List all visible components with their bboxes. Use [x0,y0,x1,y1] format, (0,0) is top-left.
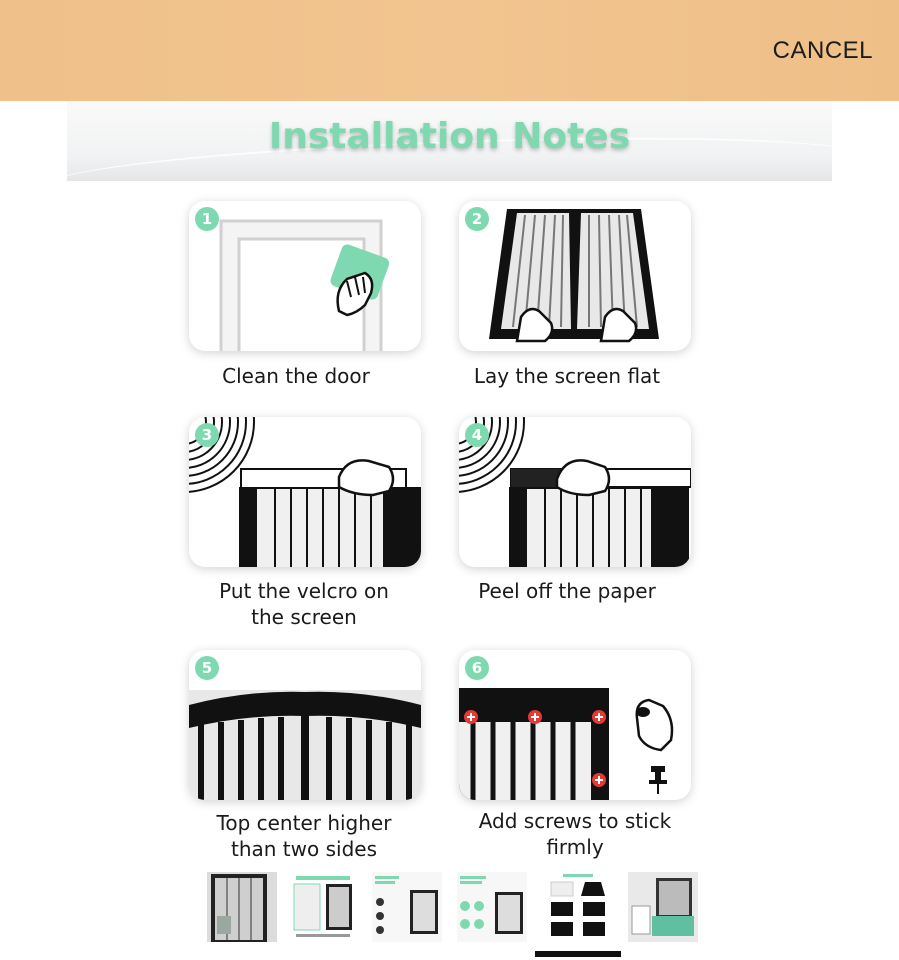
step-card-2 [459,201,691,351]
hand-icon [339,460,393,495]
peel-off-paper-illustration [459,417,691,567]
step-card-5 [189,650,421,800]
step-card-6 [459,650,691,800]
caption-line: Add screws to stick [478,809,672,833]
thumbnail-strip [0,870,899,960]
step-caption-5 [174,810,434,862]
step-number-badge: 6 [465,656,489,680]
caption-line: the screen [251,605,357,629]
top-center-higher-illustration [189,650,421,800]
push-pin-icon [649,766,667,794]
installation-notes-thumbnail-icon [543,872,613,942]
clean-door-illustration [189,201,421,351]
step-card-1 [189,201,421,351]
thumbnail-6[interactable] [628,872,698,942]
hand-icon [557,460,609,495]
caption-line: Put the velcro on [219,579,389,603]
top-bar [0,0,899,101]
door-photo-thumbnail-icon [207,872,277,942]
page-title: Installation Notes [268,116,631,157]
thumbnail-3[interactable] [372,872,442,942]
step-caption-3 [174,578,434,630]
thumbnail-5-selected[interactable] [543,872,613,942]
step-caption-4: Peel off the paper [478,579,656,603]
lay-screen-flat-illustration [459,201,691,351]
thumbnail-1[interactable] [207,872,277,942]
step-number-badge: 3 [195,423,219,447]
step-number-badge: 1 [195,207,219,231]
thumbnail-4[interactable] [457,872,527,942]
caption-line: than two sides [231,837,377,861]
installation-notes-banner [67,101,832,181]
durable-polyester-screen-door-thumbnail-icon [372,872,442,942]
cancel-button[interactable]: CANCEL [772,37,873,64]
step-caption-2: Lay the screen flat [473,364,661,388]
convenient-magnetic-screen-door-thumbnail-icon [457,872,527,942]
caption-line: firmly [546,835,604,859]
thumbnail-2[interactable] [288,872,358,942]
add-screws-illustration [459,650,691,800]
selected-thumbnail-indicator [535,951,621,957]
step-number-badge: 2 [465,207,489,231]
step-number-badge: 4 [465,423,489,447]
screen-door-diagram-thumbnail-icon [288,872,358,942]
caption-line: Top center higher [216,811,392,835]
step-number-badge: 5 [195,656,219,680]
velcro-on-screen-illustration [189,417,421,567]
step-caption-6 [445,808,705,860]
package-contents-thumbnail-icon [628,872,698,942]
step-caption-1: Clean the door [222,364,370,388]
step-card-4 [459,417,691,567]
step-card-3 [189,417,421,567]
